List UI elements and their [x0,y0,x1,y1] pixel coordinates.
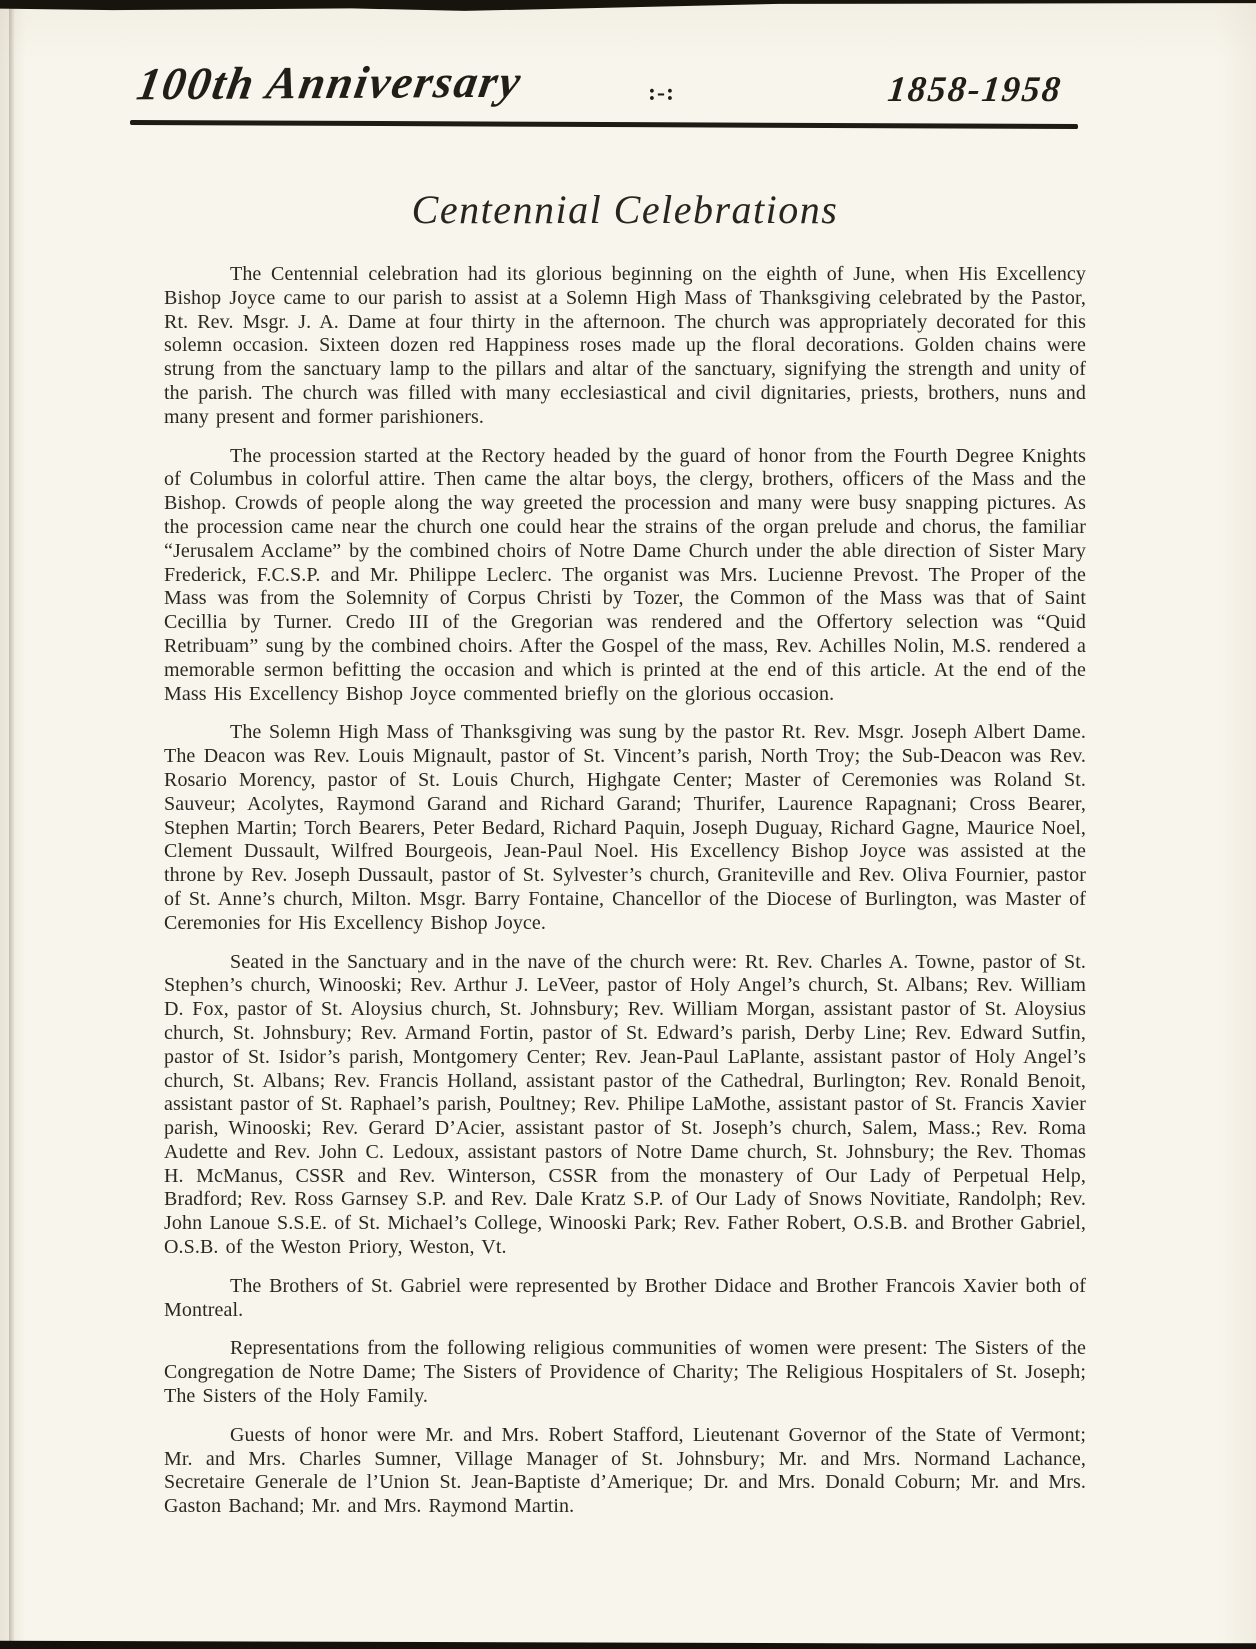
anniversary-script-title: 100th Anniversary [133,55,527,110]
paragraph-guests-of-honor: Guests of honor were Mr. and Mrs. Robert Stafford, Lieutenant Governor of the State of Vermont; Mr. and Mrs. Charles Sumner, Village Manager of St. Johnsbury; Mr. and Mrs. Normand Lachance, Secretaire Generale de l’Union St. Jean-Baptiste d’Amerique; Dr. and Mrs. Donald Coburn; Mr. and Mrs. Gaston Bachand; Mr. and Mrs. Raymond Martin. [164,1423,1086,1518]
header-separator: :-: [648,80,675,106]
paragraph-religious-communities: Representations from the following religious communities of women were present: The Sisters of the Congregation de Notre Dame; The Sisters of Providence of Charity; The Religious Hospitalers of St. Joseph; The Sisters of the Holy Family. [164,1337,1086,1408]
header-rule [130,120,1078,129]
paragraph-celebration-beginning: The Centennial celebration had its glorious beginning on the eighth of June, when His Excellency Bishop Joyce came to our parish to assist at a Solemn High Mass of Thanksgiving celebrated by the Pastor, Rt. Rev. Msgr. J. A. Dame at four thirty in the afternoon. The church was appropriately decorated for this solemn occasion. Sixteen dozen red Happiness roses made up the floral decorations. Golden chains were strung from the sanctuary lamp to the pillars and altar of the sanctuary, signifying the strength and unity of the parish. The church was filled with many ecclesiastical and civil dignitaries, priests, brothers, nuns and many present and former parishioners. [164,263,1086,428]
paragraph-brothers-st-gabriel: The Brothers of St. Gabriel were represented by Brother Didace and Brother Francois Xavier both of Montreal. [164,1274,1086,1321]
paragraph-mass-ministers: The Solemn High Mass of Thanksgiving was sung by the pastor Rt. Rev. Msgr. Joseph Albert Dame. The Deacon was Rev. Louis Mignault, pastor of St. Vincent’s parish, North Troy; the Sub-Deacon was Rev. Rosario Morency, pastor of St. Louis Church, Highgate Center; Master of Ceremonies was Roland St. Sauveur; Acolytes, Raymond Garand and Richard Garand; Thurifer, Laurence Rapagnani; Cross Bearer, Stephen Martin; Torch Bearers, Peter Bedard, Richard Paquin, Joseph Duguay, Richard Gagne, Maurice Noel, Clement Dussault, Wilfred Bourgeois, Jean-Paul Noel. His Excellency Bishop Joyce was assisted at the throne by Rev. Joseph Dussault, pastor of St. Sylvester’s church, Graniteville and Rev. Oliva Fournier, pastor of St. Anne’s church, Milton. Msgr. Barry Fontaine, Chancellor of the Diocese of Burlington, was Master of Ceremonies for His Excellency Bishop Joyce. [164,721,1086,934]
page-fold-line [9,0,15,1649]
article [164,186,1086,1534]
scan-edge-top [0,0,1256,14]
anniversary-years: 1858-1958 [885,69,1065,109]
paragraph-clergy-seated: Seated in the Sanctuary and in the nave of the church were: Rt. Rev. Charles A. Towne, pastor of St. Stephen’s church, Winooski; Rev. Arthur J. LeVeer, pastor of Holy Angel’s church, St. Albans; Rev. William D. Fox, pastor of St. Aloysius church, St. Johnsbury; Rev. William Morgan, assistant pastor of St. Aloysius church, St. Johnsbury; Rev. Armand Fortin, pastor of St. Edward’s parish, Derby Line; Rev. Edward Sutfin, pastor of St. Isidor’s parish, Montgomery Center; Rev. Jean-Paul LaPlante, assistant pastor of Holy Angel’s church, St. Albans; Rev. Francis Holland, assistant pastor of the Cathedral, Burlington; Rev. Ronald Benoit, assistant pastor of St. Raphael’s parish, Poultney; Rev. Philipe LaMothe, assistant pastor of St. Francis Xavier parish, Winooski; Rev. Gerard D’Acier, assistant pastor of St. Joseph’s church, Salem, Mass.; Rev. Roma Audette and Rev. John C. Ledoux, assistant pastors of Notre Dame church, St. Johnsbury; the Rev. Thomas H. McManus, CSSR and Rev. Winterson, CSSR from the monastery of Our Lady of Perpetual Help, Bradford; Rev. Ross Garnsey S.P. and Rev. Dale Kratz S.P. of Our Lady of Snows Novitiate, Randolph; Rev. John Lanoue S.S.E. of St. Michael’s College, Winooski Park; Rev. Father Robert, O.S.B. and Brother Gabriel, O.S.B. of the Weston Priory, Weston, Vt. [164,950,1086,1259]
paragraph-procession: The procession started at the Rectory headed by the guard of honor from the Fourth Degree Knights of Columbus in colorful attire. Then came the altar boys, the clergy, brothers, officers of the Mass and the Bishop. Crowds of people along the way greeted the procession and many were busy snapping pictures. As the procession came near the church one could hear the strains of the organ prelude and chorus, the familiar “Jerusalem Acclame” by the combined choirs of Notre Dame Church under the able direction of Sister Mary Frederick, F.C.S.P. and Mr. Philippe Leclerc. The organist was Mrs. Lucienne Prevost. The Proper of the Mass was from the Solemnity of Corpus Christi by Tozer, the Common of the Mass was that of Saint Cecillia by Turner. Credo III of the Gregorian was rendered and the Offertory selection was “Quid Retribuam” sung by the combined choirs. After the Gospel of the mass, Rev. Achilles Nolin, M.S. rendered a memorable sermon befitting the occasion and which is printed at the end of this article. At the end of the Mass His Excellency Bishop Joyce commented briefly on the glorious occasion. [164,444,1086,705]
scan-edge-bottom [0,1639,1256,1649]
article-title: Centennial Celebrations [411,187,839,232]
